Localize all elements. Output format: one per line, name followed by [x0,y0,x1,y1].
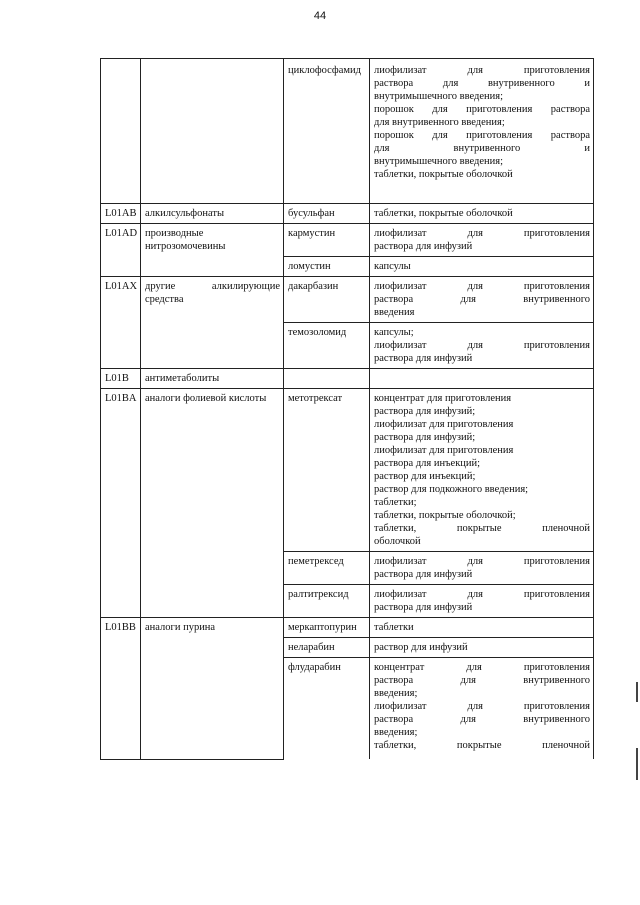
dosage-form-line: лиофилизат для приготовления [374,65,590,76]
atc-code-cell [101,59,141,204]
atc-code-cell: L01BA [101,389,141,618]
table-row [101,389,594,552]
table-body [101,59,594,760]
drug-name-cell: ломустин [284,257,370,277]
group-cell [141,59,284,204]
group-cell: аналоги пурина [141,618,284,760]
dosage-form-cell [370,389,594,552]
dosage-form-line: введения; [374,727,418,738]
drug-name-cell [284,369,370,389]
dosage-form-line: раствора для инфузий; [374,432,476,443]
dosage-form-line: раствор для инфузий [374,642,468,653]
table-row [101,369,594,389]
dosage-form-line: для внутривенного введения; [374,117,505,128]
dosage-form-line: внутримышечного введения; [374,91,504,102]
dosage-form-line: лиофилизат для приготовления [374,281,590,292]
table-row [101,204,594,224]
dosage-form-cell [370,369,594,389]
table-row [101,59,594,204]
table-row [101,224,594,257]
drug-name-cell: пеметрексед [284,552,370,585]
dosage-form-cell [370,277,594,323]
dosage-form-line: раствора для внутривенного [374,675,590,686]
dosage-form-line: раствора для инфузий [374,569,473,580]
dosage-form-line: раствор для подкожного введения; [374,484,529,495]
group-cell: производные нитрозомочевины [141,224,284,277]
dosage-form-line: концентрат для приготовления [374,662,590,673]
scan-edge-mark [636,682,638,702]
dosage-form-cell [370,658,594,760]
scan-edge-mark [636,748,638,780]
atc-code-cell: L01AB [101,204,141,224]
drug-name-cell: бусульфан [284,204,370,224]
dosage-form-line: капсулы; [374,327,414,338]
dosage-form-line: таблетки, покрытые пленочной [374,740,590,751]
dosage-form-line: таблетки [374,622,414,633]
dosage-form-line: раствора для инъекций; [374,458,481,469]
drug-name-cell: меркаптопурин [284,618,370,638]
dosage-form-line: порошок для приготовления раствора [374,130,590,141]
dosage-form-cell [370,257,594,277]
dosage-form-cell [370,323,594,369]
drug-name-cell: метотрексат [284,389,370,552]
dosage-form-line: раствора для инфузий [374,602,473,613]
dosage-form-line: порошок для приготовления раствора [374,104,590,115]
dosage-form-line: введения [374,307,415,318]
dosage-form-cell [370,224,594,257]
dosage-form-line: лиофилизат для приготовления [374,445,514,456]
drug-classification-table [100,58,594,760]
drug-name-cell: ралтитрексид [284,585,370,618]
dosage-form-line: таблетки, покрытые оболочкой [374,169,513,180]
dosage-form-cell [370,59,594,204]
drug-name-cell: циклофосфамид [284,59,370,204]
dosage-form-line: таблетки, покрытые пленочной [374,523,590,534]
dosage-form-line: раствора для инфузий [374,241,473,252]
dosage-form-line: таблетки, покрытые оболочкой; [374,510,516,521]
dosage-form-line: лиофилизат для приготовления [374,340,590,351]
dosage-form-line: таблетки; [374,497,417,508]
table-row [101,277,594,323]
dosage-form-line: раствора для инфузий; [374,406,476,417]
drug-name-cell: неларабин [284,638,370,658]
dosage-form-line: капсулы [374,261,411,272]
dosage-form-line: лиофилизат для приготовления [374,556,590,567]
group-cell: аналоги фолиевой кислоты [141,389,284,618]
dosage-form-line: лиофилизат для приготовления [374,701,590,712]
dosage-form-line: введения; [374,688,418,699]
drug-name-cell: флударабин [284,658,370,760]
dosage-form-line: раствора для внутривенного [374,294,590,305]
group-cell: алкилсульфонаты [141,204,284,224]
dosage-form-line: внутримышечного введения; [374,156,504,167]
dosage-form-cell [370,585,594,618]
drug-name-cell: дакарбазин [284,277,370,323]
group-cell: антиметаболиты [141,369,284,389]
drug-name-cell: кармустин [284,224,370,257]
dosage-form-line: оболочкой [374,536,421,547]
dosage-form-cell [370,638,594,658]
group-cell: другие алкилирующие средства [141,277,284,369]
drug-name-cell: темозоломид [284,323,370,369]
dosage-form-cell [370,552,594,585]
dosage-form-line: таблетки, покрытые оболочкой [374,208,513,219]
page-number: 44 [313,10,327,22]
dosage-form-line: лиофилизат для приготовления [374,419,514,430]
dosage-form-line: лиофилизат для приготовления [374,589,590,600]
dosage-form-line: раствор для инъекций; [374,471,476,482]
dosage-form-line: раствора для внутривенного [374,714,590,725]
dosage-form-line: лиофилизат для приготовления [374,228,590,239]
dosage-form-line: раствора для инфузий [374,353,473,364]
dosage-form-line: для внутривенного и [374,143,590,154]
table-row [101,618,594,638]
dosage-form-line: раствора для внутривенного и [374,78,590,89]
dosage-form-cell [370,204,594,224]
atc-code-cell: L01AX [101,277,141,369]
dosage-form-line: концентрат для приготовления [374,393,512,404]
atc-code-cell: L01BB [101,618,141,760]
atc-code-cell: L01AD [101,224,141,277]
dosage-form-cell [370,618,594,638]
atc-code-cell: L01B [101,369,141,389]
